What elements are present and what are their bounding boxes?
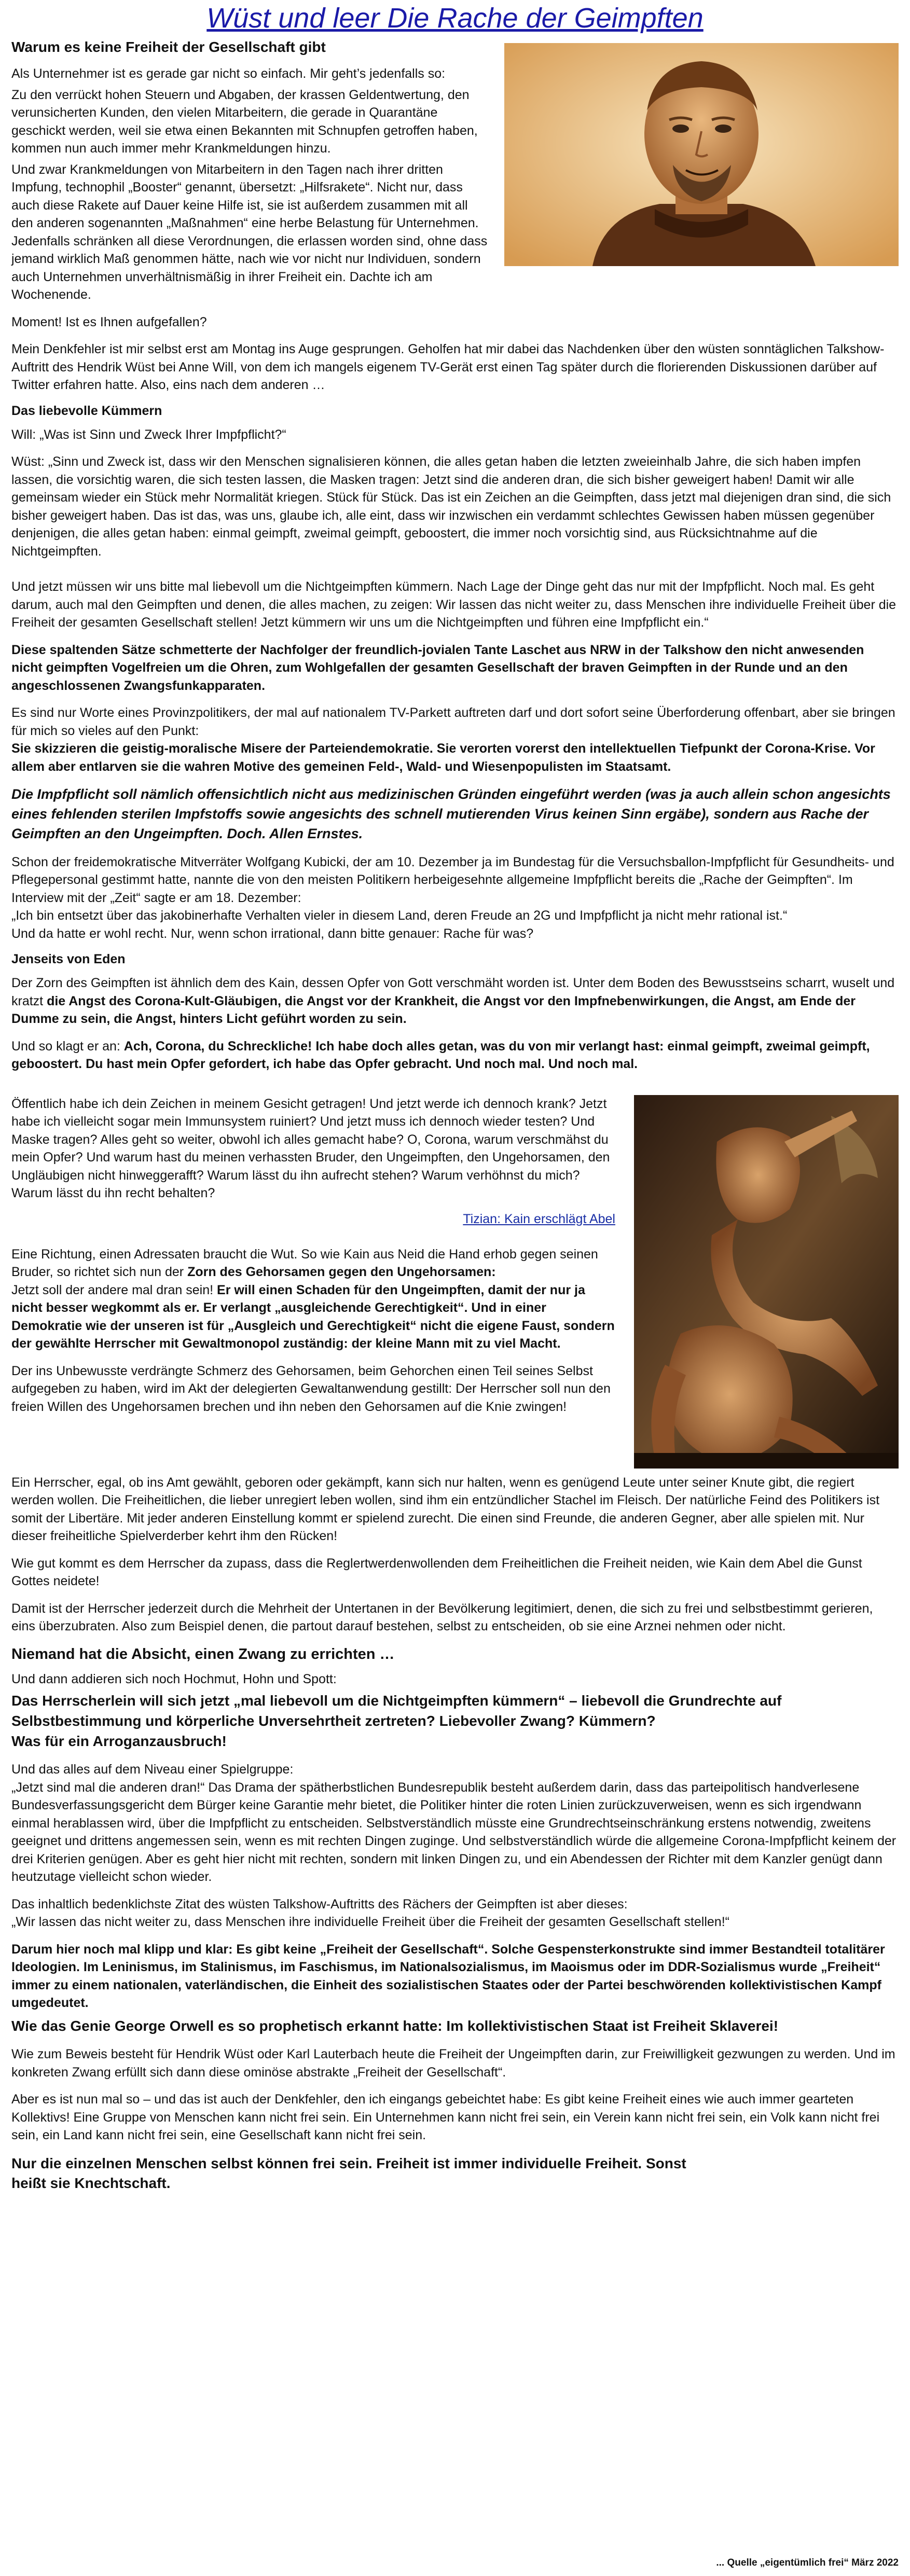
- impfpflicht-statement: Die Impfpflicht soll nämlich offensichtlich nicht aus medizinischen Gründen eingeführt werden (was ja auch allein schon angesichts eines fehlenden sterilen Impfstoffs sowie angesichts des schnell mutierenden Virus keinen Sinn ergäbe), sondern aus Rache der Geimpften an den Ungeimpften. Doch. Allen Ernstes.: [11, 786, 891, 841]
- unbewusste-paragraph: Der ins Unbewusste verdrängte Schmerz des Gehorsamen, beim Gehorchen einen Teil seines Selbst aufgegeben zu haben, wird im Akt der delegierten Gewaltanwendung gestillt: Der Herrscher soll nun den freien Willen des Ungehorsamen brechen und ihn neben den Gehorsamen auf die Knie zwingen!: [11, 1363, 611, 1414]
- article-title: Wüst und leer Die Rache der Geimpften: [206, 3, 704, 34]
- provinz-normal: Es sind nur Worte eines Provinzpolitikers, der mal auf nationalem TV-Parkett auftreten darf und dort sofort seine Überforderung offenbart, aber sie bringen für mich so vieles auf den Punkt:: [11, 705, 895, 738]
- kubicki-3: Und da hatte er wohl recht. Nur, wenn schon irrational, dann bitte genauer: Rache für was?: [11, 926, 534, 941]
- intro-paragraph-1: Als Unternehmer ist es gerade gar nicht so einfach. Mir geht’s jedenfalls so:: [11, 66, 446, 81]
- heading-eden: Jenseits von Eden: [11, 952, 126, 967]
- intro-paragraph-3: Und zwar Krankmeldungen von Mitarbeitern in den Tagen nach ihrer dritten Impfung, technophil „Booster“ genannt, übersetzt: „Hilfsrakete“. Nicht nur, dass auch diese Rakete auf Dauer keine Hilfe ist, sie ist außerdem zusammen mit all den anderen sogenannten „Maßnahmen“ eine herbe Belastung für Unternehmen. Jedenfalls schränken all diese Verordnungen, die erlassen worden sind, ohne dass jemand wirklich Maß genommen hätte, nach wie vor nicht nur Individuen, sondern auch Unternehmen unverhältnismäßig in ihrer Freiheit ein. Dachte ich am Wochenende.: [11, 162, 488, 302]
- zitat-paragraph: [11, 1895, 899, 1931]
- spielgruppe-text: „Jetzt sind mal die anderen dran!“ Das Drama der spätherbstlichen Bundesrepublik besteht außerdem darin, dass das parteipolitisch handverlesene Bundesverfassungsgericht dem Bürger keine Garantie mehr bietet, die Politiker hinter die roten Linien zurückzuverweisen, wenn es sich irgendwann einmal herablassen wird, über die Impfpflicht zu entscheiden. Selbstverständlich müsste eine Grundrechtseinschränkung erstens notwendig, zweitens geeignet und drittens angemessen sein, wenn es mit rechten Dingen zuginge. Und selbstverständlich würde die allgemeine Corona-Impfpflicht keinem der drei Kriterien genügen. Aber es geht hier nicht mit rechten, sondern mit linken Dingen zu, und ein Abendessen der Richter mit dem Kanzler genügt dann heutzutage vielleicht schon wieder.: [11, 1780, 897, 1885]
- zorn-bold: die Angst des Corona-Kult-Gläubigen, die Angst vor der Krankheit, die Angst vor den Impfnebenwirkungen, die Angst, am Ende der Dumme zu sein, die Angst, hinters Licht geführt worden zu sein.: [11, 993, 856, 1027]
- herrscherlein-paragraph: [11, 1691, 899, 1751]
- heading-kuemmern: Das liebevolle Kümmern: [11, 403, 162, 418]
- beweis-paragraph: Wie zum Beweis besteht für Hendrik Wüst oder Karl Lauterbach heute die Freiheit der Ungeimpften darin, zur Freiwilligkeit gezwungen zu werden. Und im konkreten Zwang erfüllt sich dann diese ominöse abstrakte „Freiheit der Gesellschaft“.: [11, 2047, 895, 2080]
- painting-caption-link[interactable]: Tizian: Kain erschlägt Abel: [463, 1211, 615, 1226]
- provinz-paragraph: [11, 704, 899, 775]
- author-portrait: [504, 43, 899, 266]
- klagt-bold: Ach, Corona, du Schreckliche! Ich habe doch alles getan, was du von mir verlangt hast: einmal geimpft, zweimal geimpft, geboostert. Du hast mein Opfer gefordert, ich habe das Opfer gebracht. Und noch mal. Und noch mal.: [11, 1038, 870, 1072]
- arroganz-text: Was für ein Arroganzausbruch!: [11, 1733, 227, 1749]
- klagt-paragraph: [11, 1037, 899, 1073]
- kubicki-paragraph: [11, 853, 899, 943]
- final-paragraph: Nur die einzelnen Menschen selbst können frei sein. Freiheit ist immer individuelle Freiheit. Sonst heißt sie Knechtschaft.: [11, 2155, 686, 2192]
- orwell-paragraph: Wie das Genie George Orwell es so prophetisch erkannt hatte: Im kollektivistischen Staat ist Freiheit Sklaverei!: [11, 2017, 779, 2034]
- denkfehler-2-paragraph: Aber es ist nun mal so – und das ist auch der Denkfehler, den ich eingangs gebeichtet habe: Es gibt keine Freiheit eines wie auch immer gearteten Kollektivs! Eine Gruppe von Menschen kann nicht frei sein. Ein Unternehmen kann nicht frei sein, ein Verein kann nicht frei sein, ein Volk kann nicht frei sein, ein Land kann nicht frei sein, eine Gesellschaft kann nicht frei sein.: [11, 2092, 880, 2143]
- richtung-bold: Zorn des Gehorsamen gegen den Ungehorsamen:: [187, 1265, 496, 1280]
- provinz-bold: Sie skizzieren die geistig-moralische Misere der Parteiendemokratie. Sie verorten vorerst den intellektuellen Tiefpunkt der Corona-Krise. Vor allem aber entlarven sie die wahren Motive des gemeinen Feld-, Wald- und Wiesenpopulisten im Staatsamt.: [11, 741, 875, 774]
- wuest-answer-1: Wüst: „Sinn und Zweck ist, dass wir den Menschen signalisieren können, die alles getan haben die letzten zweieinhalb Jahre, die sich haben impfen lassen, die vorsichtig waren, die sich testen lassen, die Masken tragen: Jetzt sind die anderen dran, die sich bisher geweigert haben! Damit wir alle gemeinsam wieder ein Stück mehr Normalität kriegen. Stück für Stück. Das ist ein Zeichen an die Geimpften, dass jetzt mal diejenigen dran sind, die sich bisher geweigert haben. Das ist das, was uns, glaube ich, alle eint, dass wir inzwischen ein verdammt schlechtes Gewissen haben müssen gegenüber denjenigen, die alles getan haben: einmal geimpft, zweimal geimpft, geboostert, die immer noch vorsichtig sind, aus Rücksichtnahme auf die Nichtgeimpften.: [11, 454, 891, 559]
- addieren-paragraph: Und dann addieren sich noch Hochmut, Hohn und Spott:: [11, 1671, 337, 1686]
- zitat-intro: Das inhaltlich bedenklichste Zitat des wüsten Talkshow-Auftritts des Rächers der Geimpften ist aber dieses:: [11, 1896, 628, 1912]
- kubicki-2: „Ich bin entsetzt über das jakobinerhafte Verhalten vieler in diesem Land, deren Freude an 2G und Impfpflicht ja nicht mehr rational ist.“: [11, 908, 788, 923]
- zorn-normal: Der Zorn des Geimpften ist ähnlich dem des Kain, dessen Opfer von Gott verschmäht worden ist. Unter dem Boden des Bewusstseins scharrt, wuselt und kratzt: [11, 976, 895, 1008]
- intro-paragraph-2: Zu den verrückt hohen Steuern und Abgaben, der krassen Geldentwertung, den verunsicherten Kunden, den vielen Mitarbeitern, die gerade in Quarantäne geschickt werden, weil sie etwa einen Bekannten mit Schnupfen getroffen haben, kommen nun auch immer mehr Krankmeldungen hinzu.: [11, 87, 478, 156]
- zitat-text: „Wir lassen das nicht weiter zu, dass Menschen ihre individuelle Freiheit über die Freiheit der gesamten Gesellschaft stellen!“: [11, 1915, 729, 1930]
- painting-image: [634, 1095, 899, 1469]
- denkfehler-paragraph: Mein Denkfehler ist mir selbst erst am Montag ins Auge gesprungen. Geholfen hat mir dabei das Nachdenken über den wüsten sonntäglichen Talkshow-Auftritt des Hendrik Wüst bei Anne Will, von dem ich mangels eigenem TV-Gerät erst einen Tag später durch die florierenden Diskussionen darüber auf Twitter erfahren hatte. Also, eins nach dem anderen …: [11, 342, 885, 393]
- kubicki-1: Schon der freidemokratische Mitverräter Wolfgang Kubicki, der am 10. Dezember ja im Bundestag für die Versuchsballon-Impfpflicht für Gesundheits- und Pflegepersonal gestimmt hatte, nannte die von den meisten Politikern herbeigesehnte allgemeine Impfpflicht bereits die „Rache der Geimpften“. Im Interview mit der „Zeit“ sagte er am 18. Dezember:: [11, 854, 894, 905]
- spielgruppe-paragraph: [11, 1761, 899, 1886]
- klagt-normal: Und so klagt er an:: [11, 1038, 124, 1054]
- zupass-paragraph: Wie gut kommt es dem Herrscher da zupass, dass die Reglertwerdenwollenden dem Freiheitlichen die Freiheit neiden, wie Kain dem Abel die Gunst Gottes neidete!: [11, 1556, 862, 1589]
- moment-paragraph: Moment! Ist es Ihnen aufgefallen?: [11, 314, 207, 329]
- source-note: ... Quelle „eigentümlich frei“ März 2022: [716, 2557, 899, 2568]
- richtung-normal: Eine Richtung, einen Adressaten braucht die Wut. So wie Kain aus Neid die Hand erhob gegen seinen Bruder, so richtet sich nun der: [11, 1247, 598, 1280]
- legitimiert-paragraph: Damit ist der Herrscher jederzeit durch die Mehrheit der Untertanen in der Bevölkerung legitimiert, denen, die sich zu frei und selbstbestimmt gerieren, eins überzubraten. Also zum Beispiel denen, die partout darauf bestehen, selbst zu entscheiden, ob sie eine Arznei nehmen oder nicht.: [11, 1601, 873, 1634]
- offentlich-paragraph: Öffentlich habe ich dein Zeichen in meinem Gesicht getragen! Und jetzt werde ich dennoch krank? Jetzt habe ich vielleicht sogar mein Immunsystem ruiniert? Und jetzt muss ich dennoch wieder testen? Und Maske tragen? Alles geht so weiter, obwohl ich alles gemacht habe? O, Corona, warum verschmähst du mein Opfer? Und warum hast du meinen verhassten Bruder, den Ungeimpften, den Ungehorsamen, den Ungläubigen nicht hinweggerafft? Warum lässt du ihn aufrecht stehen? Warum verhöhnst du mich? Warum lässt du ihn recht behalten?: [11, 1096, 610, 1201]
- article-page: [0, 3, 910, 2576]
- article-subtitle: Warum es keine Freiheit der Gesellschaft gibt: [11, 39, 326, 56]
- will-question: Will: „Was ist Sinn und Zweck Ihrer Impfpflicht?“: [11, 427, 286, 442]
- zorn-paragraph: [11, 974, 899, 1028]
- gespenster-paragraph: Darum hier noch mal klipp und klar: Es gibt keine „Freiheit der Gesellschaft“. Solche Gespensterkonstrukte sind immer Bestandteil totalitärer Ideologien. Im Leninismus, im Stalinismus, im Faschismus, im Nationalsozialismus, im Maoismus oder im DDR-Sozialismus wurde „Freiheit“ immer zu einem nationalen, vaterländischen, die Einheit des sozialistischen Staates oder der Partei beschwörenden kollektivistischen Kampf umgedeutet.: [11, 1942, 885, 2011]
- soll-bold: Er will einen Schaden für den Ungeimpften, damit der nur ja nicht besser wegkommt als er. Er verlangt „ausgleichende Gerechtigkeit“. Und in einer Demokratie wie der unseren ist für „Ausgleich und Gerechtigkeit“ nicht die eigene Faust, sondern der gewählte Herrscher mit Gewaltmonopol zuständig: der kleine Mann mit zu viel Macht.: [11, 1282, 615, 1351]
- laschet-paragraph: Diese spaltenden Sätze schmetterte der Nachfolger der freundlich-jovialen Tante Laschet aus NRW in der Talkshow den nicht anwesenden nicht geimpften Vogelfreien um die Ohren, zum Wohlgefallen der gesamten Gesellschaft der braven Geimpften in der Runde und an den angeschlossenen Zwangsfunkapparaten.: [11, 642, 864, 693]
- soll-normal: Jetzt soll der andere mal dran sein!: [11, 1282, 217, 1297]
- heading-absicht: Niemand hat die Absicht, einen Zwang zu errichten …: [11, 1645, 395, 1663]
- wuest-answer-2: Und jetzt müssen wir uns bitte mal liebevoll um die Nichtgeimpften kümmern. Nach Lage der Dinge geht das nur mit der Impfpflicht. Noch mal. Es geht darum, auch mal den Geimpften und denen, die alles machen, zu zeigen: Wir lassen das nicht weiter zu, dass Menschen ihre individuelle Freiheit über die Freiheit der gesamten Gesellschaft stellen! Jetzt kümmern wir uns um die Nichtgeimpften und führen eine Impfpflicht ein.“: [11, 579, 897, 630]
- herrscher-paragraph: Ein Herrscher, egal, ob ins Amt gewählt, geboren oder gekämpft, kann sich nur halten, wenn es genügend Leute unter seiner Knute gibt, die regiert werden wollen. Die Freiheitlichen, die lieber unregiert leben wollen, sind ihm ein entzündlicher Stachel im Fleisch. Der natürliche Feind des Politikers ist somit der Libertäre. Mit jeder anderen Einstellung kommt er spielend zurecht. Die einen sind Freunde, die anderen Gegner, aber alle spielen mit. Nur dieser freiheitliche Spielverderber kehrt ihm den Rücken!: [11, 1475, 880, 1544]
- niveau-text: Und das alles auf dem Niveau einer Spielgruppe:: [11, 1762, 294, 1777]
- herrscherlein-text: Das Herrscherlein will sich jetzt „mal liebevoll um die Nichtgeimpften kümmern“ – liebevoll die Grundrechte auf Selbstbestimmung und körperliche Unversehrtheit zertreten? Liebevoller Zwang? Kümmern?: [11, 1693, 782, 1729]
